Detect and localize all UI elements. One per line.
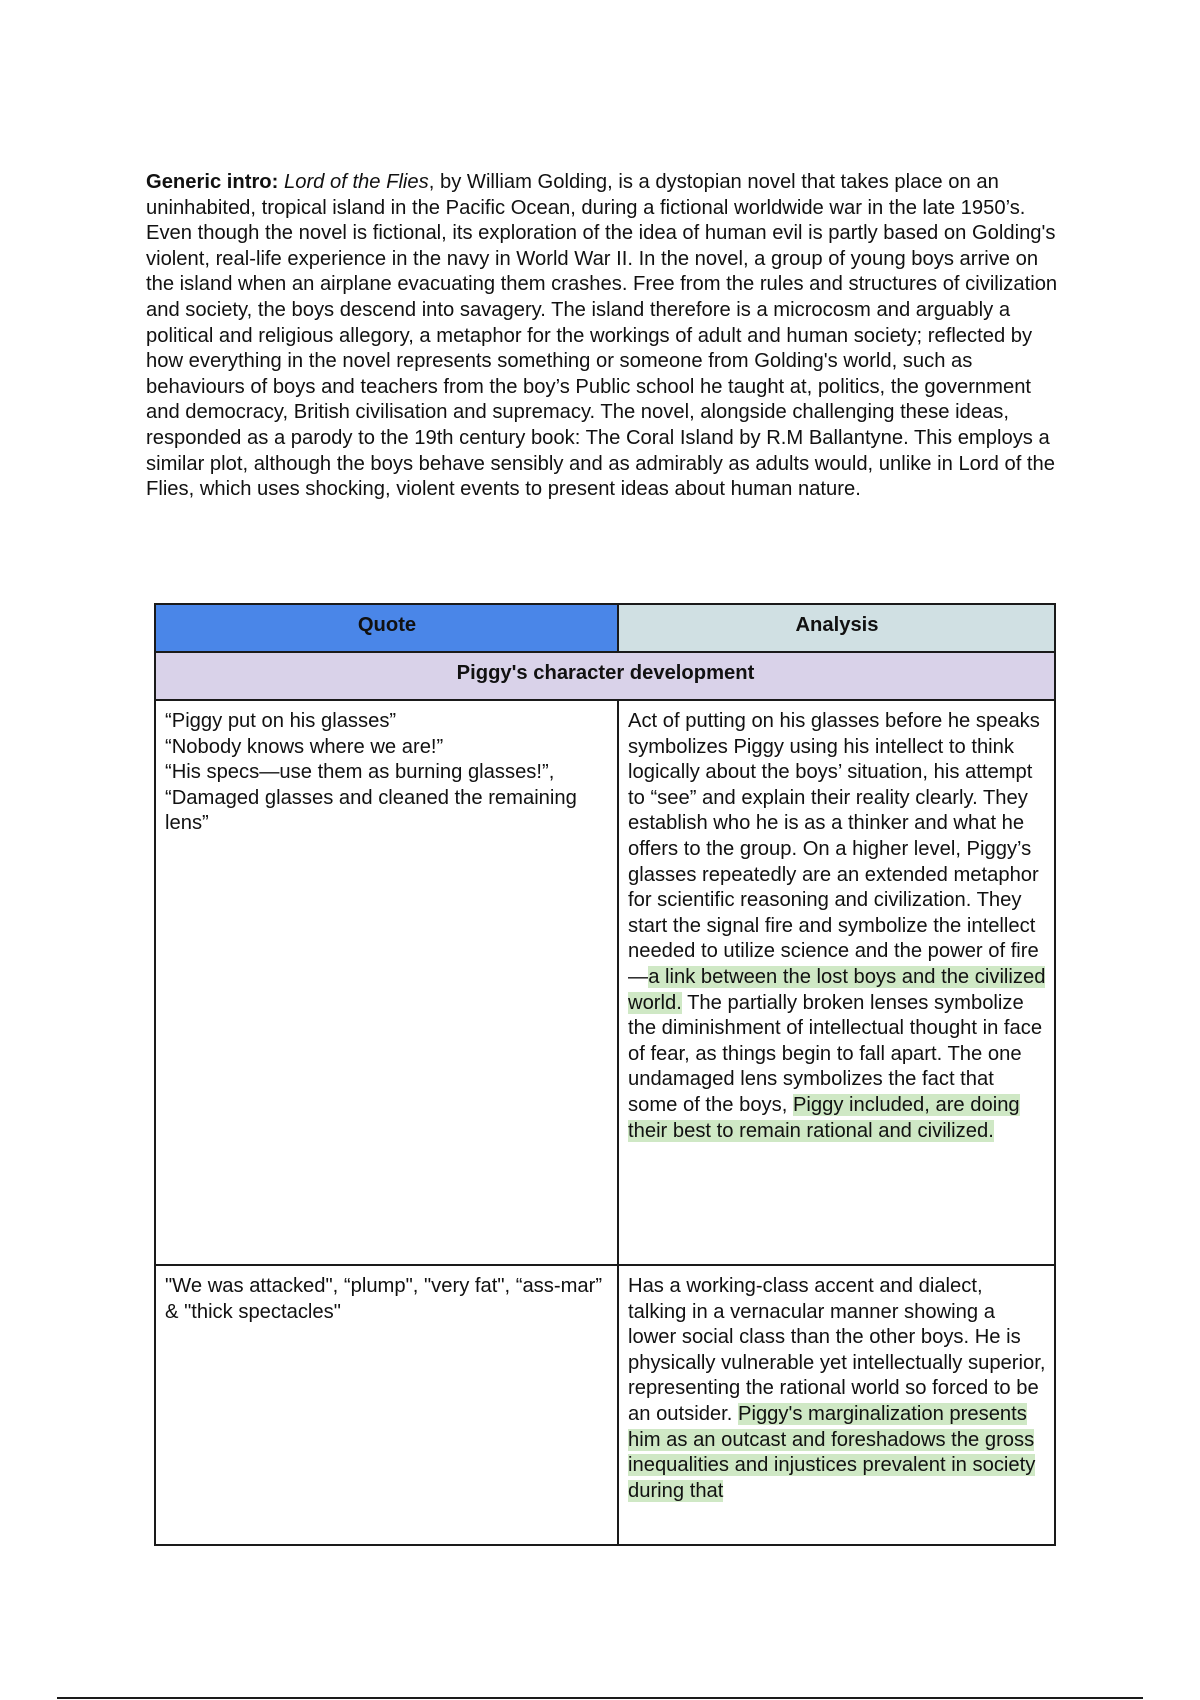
quote-line: “Damaged glasses and cleaned the remaining lens”: [165, 786, 577, 835]
intro-body: , by William Golding, is a dystopian novel that takes place on an uninhabited, tropical island in the Pacific Ocean, during a fictional worldwide war in the late 1950’s. Even though the novel is fictional, its exploration of the idea of human evil is partly based on Golding's violent, real-life experience in the navy in World War II. In the novel, a group of young boys arrive on the island when an airplane evacuating them crashes. Free from the rules and structures of civilization and society, the boys descend into savagery. The island therefore is a microcosm and arguably a political and religious allegory, a metaphor for the workings of adult and human society; reflected by how everything in the novel represents something or someone from Golding's world, such as behaviours of boys and teachers from the boy’s Public school he taught at, politics, the government and democracy, British civilisation and supremacy. The novel, alongside challenging these ideas, responded as a parody to the 19th century book: The Coral Island by R.M Ballantyne. This employs a similar plot, although the boys behave sensibly and as admirably as adults would, unlike in Lord of the Flies, which uses shocking, violent events to present ideas about human nature.: [146, 171, 1058, 501]
analysis-text: Act of putting on his glasses before he speaks symbolizes Piggy using his intellect to think logically about the boys’ situation, his attempt to “see” and explain their reality clearly. They establish who he is as a thinker and what he offers to the group. On a higher level, Piggy’s glasses repeatedly are an extended metaphor for scientific reasoning and civilization. They start the signal fire and symbolize the intellect needed to utilize science and the power of fire—: [628, 710, 1040, 988]
table-header-row: [155, 604, 1055, 652]
quote-line: “Nobody knows where we are!”: [165, 735, 444, 758]
table-row: [155, 1265, 1055, 1545]
page-bottom-rule: [57, 1697, 1143, 1699]
analysis-text: The partially broken lenses symbolize the diminishment of intellectual thought in face of fear, as things begin to fall apart. The one undamaged lens symbolizes the fact that some of the boys,: [628, 991, 1043, 1116]
quote-line: “Piggy put on his glasses”: [165, 710, 397, 732]
analysis-cell: [618, 700, 1055, 1265]
quote-cell: [155, 700, 618, 1265]
highlighted-text: Piggy's marginalization presents him as an outcast and foreshadows the gross inequalities and injustices prevalent in society during that: [628, 1402, 1036, 1502]
section-row: [155, 652, 1055, 700]
quote-cell: [155, 1265, 618, 1545]
header-analysis: Analysis: [618, 604, 1055, 652]
intro-paragraph: [146, 170, 1060, 503]
analysis-cell: [618, 1265, 1055, 1545]
section-title: Piggy's character development: [155, 652, 1055, 700]
quote-line: “His specs—use them as burning glasses!”,: [165, 761, 555, 784]
highlighted-text: a link between the lost boys and the civilized world.: [628, 965, 1046, 1014]
quote-line: "We was attacked", “plump", "very fat", “ass-mar” & "thick spectacles": [165, 1275, 603, 1323]
header-quote: Quote: [155, 604, 618, 652]
analysis-text: Has a working-class accent and dialect, talking in a vernacular manner showing a lower social class than the other boys. He is physically vulnerable yet intellectually superior, representing the rational world so forced to be an outsider.: [628, 1275, 1046, 1425]
quote-analysis-table: [154, 603, 1056, 1546]
highlighted-text: Piggy included, are doing their best to remain rational and civilized.: [628, 1093, 1020, 1142]
table-row: [155, 700, 1055, 1265]
intro-book-title: Lord of the Flies: [283, 171, 429, 193]
intro-label: Generic intro:: [146, 171, 279, 193]
